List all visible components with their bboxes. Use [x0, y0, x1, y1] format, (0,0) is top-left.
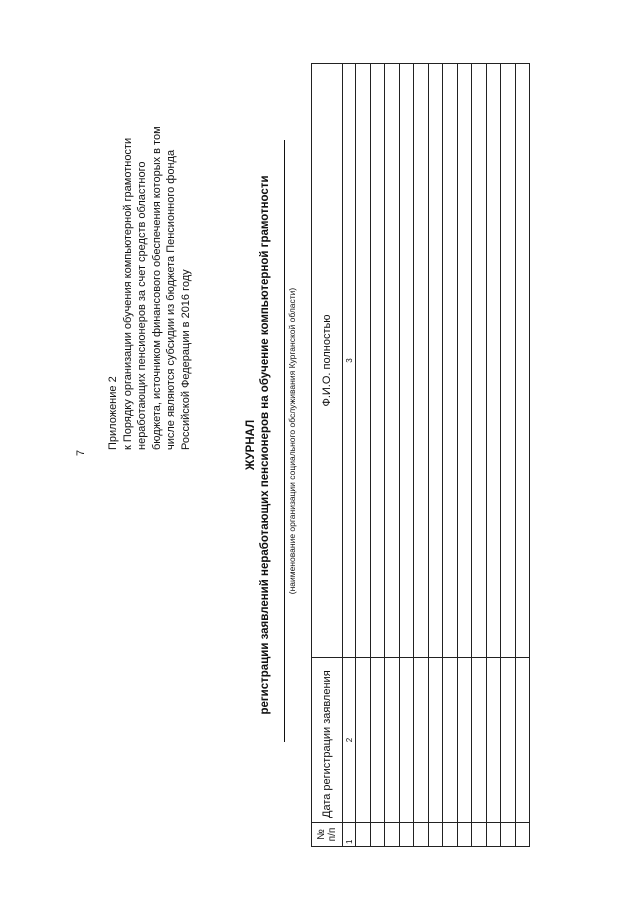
row-cell-date: [399, 658, 414, 823]
header-cell-number: [312, 823, 343, 847]
table-row: [428, 64, 443, 847]
table-row: [399, 64, 414, 847]
column-number-3: 3: [343, 64, 356, 658]
table-row: [501, 64, 516, 847]
appendix-line: Приложение 2: [107, 376, 119, 450]
row-cell-number: [370, 823, 385, 847]
row-cell-number: [414, 823, 429, 847]
journal-table: [311, 63, 530, 847]
header-number-symbol: №: [316, 829, 327, 840]
row-cell-name: [385, 64, 400, 658]
appendix-line: числе являются субсидии из бюджета Пенсионного фонда: [165, 149, 178, 450]
row-cell-number: [443, 823, 458, 847]
table-row: [515, 64, 530, 847]
row-cell-number: [356, 823, 371, 847]
header-cell-date: Дата регистрации заявления: [312, 658, 343, 823]
column-number-row: [343, 64, 356, 847]
row-cell-number: [501, 823, 516, 847]
row-cell-number: [486, 823, 501, 847]
row-cell-name: [472, 64, 487, 658]
page-number: 7: [75, 449, 87, 456]
row-cell-date: [457, 658, 472, 823]
row-cell-date: [501, 658, 516, 823]
row-cell-name: [399, 64, 414, 658]
journal-title-subheading: регистрации заявлений неработающих пенсионеров на обучение компьютерной грамотности: [259, 175, 271, 715]
row-cell-date: [414, 658, 429, 823]
row-cell-date: [472, 658, 487, 823]
row-cell-name: [428, 64, 443, 658]
row-cell-date: [385, 658, 400, 823]
row-cell-number: [399, 823, 414, 847]
row-cell-date: [515, 658, 530, 823]
journal-title: [244, 85, 272, 805]
row-cell-date: [486, 658, 501, 823]
row-cell-name: [457, 64, 472, 658]
row-cell-name: [501, 64, 516, 658]
row-cell-date: [443, 658, 458, 823]
row-cell-name: [370, 64, 385, 658]
row-cell-name: [414, 64, 429, 658]
appendix-reference: [106, 50, 194, 450]
row-cell-number: [457, 823, 472, 847]
row-cell-date: [370, 658, 385, 823]
organization-name-line: [284, 140, 285, 742]
table-row: [457, 64, 472, 847]
appendix-line: неработающих пенсионеров за счет средств областного: [136, 161, 149, 450]
row-cell-date: [428, 658, 443, 823]
appendix-line: Российской Федерации в 2016 году: [179, 269, 192, 450]
column-number-1: 1: [343, 823, 356, 847]
table-row: [472, 64, 487, 847]
row-cell-name: [515, 64, 530, 658]
row-cell-number: [428, 823, 443, 847]
row-cell-name: [486, 64, 501, 658]
table-row: [356, 64, 371, 847]
row-cell-number: [472, 823, 487, 847]
appendix-line: к Порядку организации обучения компьютерной грамотности: [121, 137, 134, 450]
header-number-abbrev: п/п: [327, 827, 338, 842]
table-row: [385, 64, 400, 847]
row-cell-name: [443, 64, 458, 658]
table-row: [414, 64, 429, 847]
table-row: [486, 64, 501, 847]
row-cell-number: [515, 823, 530, 847]
table-row: [370, 64, 385, 847]
journal-title-heading: ЖУРНАЛ: [245, 419, 257, 471]
table-row: [443, 64, 458, 847]
column-number-2: 2: [343, 658, 356, 823]
row-cell-date: [356, 658, 371, 823]
organization-name-caption: (наименование организации социального обслуживания Курганской области): [287, 287, 297, 595]
header-cell-name: Ф.И.О. полностью: [312, 64, 343, 658]
appendix-line: бюджета, источником финансового обеспечения которых в том: [150, 126, 163, 450]
row-cell-name: [356, 64, 371, 658]
row-cell-number: [385, 823, 400, 847]
table-header-row: [312, 64, 343, 847]
